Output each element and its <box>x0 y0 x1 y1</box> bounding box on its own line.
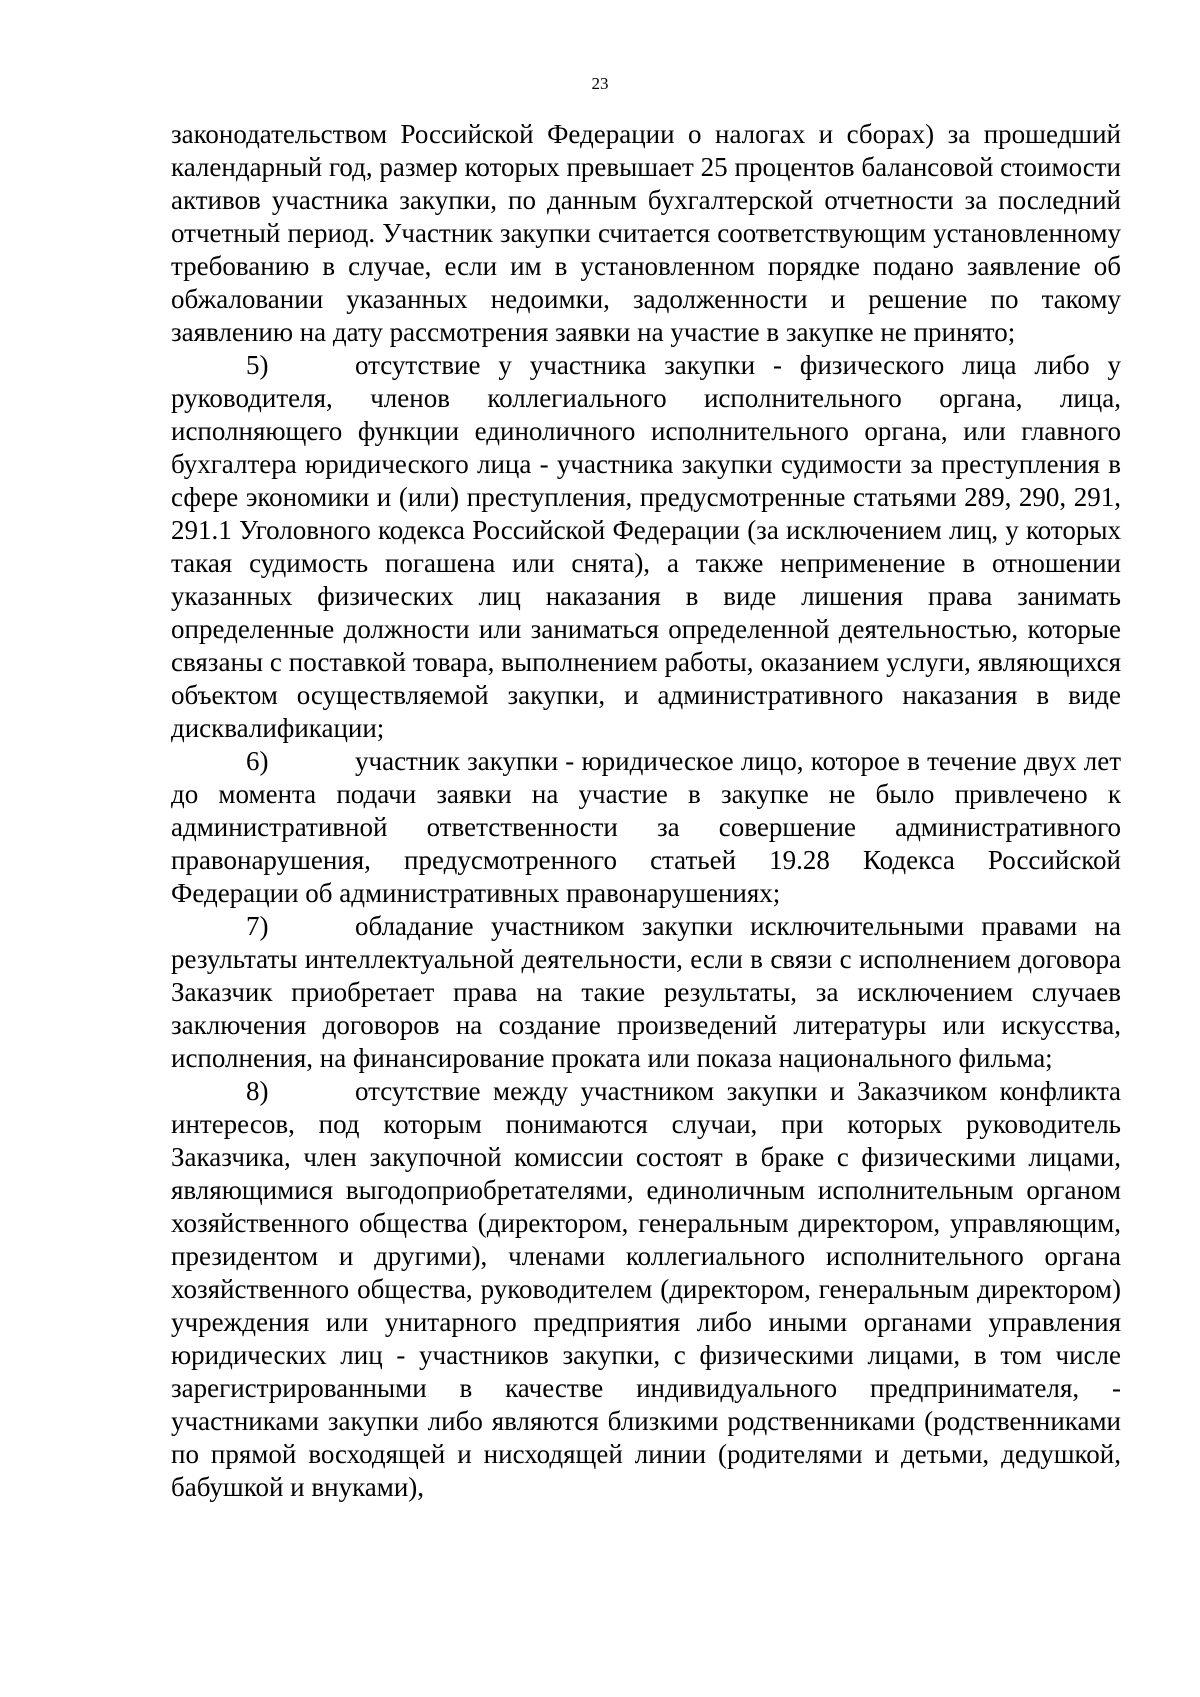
list-item-number: 8) <box>246 1076 269 1106</box>
paragraph-continuation <box>171 118 1121 349</box>
list-item-number: 7) <box>246 911 269 941</box>
page-number: 23 <box>591 74 609 93</box>
list-item-number: 5) <box>246 350 269 380</box>
document-body <box>171 118 1121 1504</box>
list-item-text: отсутствие у участника закупки - физического лица либо у руководителя, членов коллегиального исполнительного органа, лица, исполняющего функции единоличного исполнительного органа, или главного бухгалтера юридического лица - участника закупки судимости за преступления в сфере экономики и (или) преступления, предусмотренные статьями 289, 290, 291, 291.1 Уголовного кодекса Российской Федерации (за исключением лиц, у которых такая судимость погашена или снята), а также неприменение в отношении указанных физических лиц наказания в виде лишения права занимать определенные должности или заниматься определенной деятельностью, которые связаны с поставкой товара, выполнением работы, оказанием услуги, являющихся объектом осуществляемой закупки, и административного наказания в виде дисквалификации; <box>171 350 1121 743</box>
list-item-5 <box>171 349 1121 745</box>
list-item-text: обладание участником закупки исключительными правами на результаты интеллектуальной деятельности, если в связи с исполнением договора Заказчик приобретает права на такие результаты, за исключением случаев заключения договоров на создание произведений литературы или искусства, исполнения, на финансирование проката или показа национального фильма; <box>171 911 1121 1073</box>
list-item-8 <box>171 1075 1121 1504</box>
list-item-6 <box>171 745 1121 910</box>
list-item-number: 6) <box>246 746 269 776</box>
list-item-text: отсутствие между участником закупки и Заказчиком конфликта интересов, под которым понимаются случаи, при которых руководитель Заказчика, член закупочной комиссии состоят в браке с физическими лицами, являющимися выгодоприобретателями, единоличным исполнительным органом хозяйственного общества (директором, генеральным директором, управляющим, президентом и другими), членами коллегиального исполнительного органа хозяйственного общества, руководителем (директором, генеральным директором) учреждения или унитарного предприятия либо иными органами управления юридических лиц - участников закупки, с физическими лицами, в том числе зарегистрированными в качестве индивидуального предпринимателя, - участниками закупки либо являются близкими родственниками (родственниками по прямой восходящей и нисходящей линии (родителями и детьми, дедушкой, бабушкой и внуками), <box>171 1076 1121 1502</box>
list-item-7 <box>171 910 1121 1075</box>
paragraph-text: законодательством Российской Федерации о налогах и сборах) за прошедший календарный год, размер которых превышает 25 процентов балансовой стоимости активов участника закупки, по данным бухгалтерской отчетности за последний отчетный период. Участник закупки считается соответствующим установленному требованию в случае, если им в установленном порядке подано заявление об обжаловании указанных недоимки, задолженности и решение по такому заявлению на дату рассмотрения заявки на участие в закупке не принято; <box>171 119 1121 347</box>
list-item-text: участник закупки - юридическое лицо, которое в течение двух лет до момента подачи заявки на участие в закупке не было привлечено к административной ответственности за совершение административного правонарушения, предусмотренного статьей 19.28 Кодекса Российской Федерации об административных правонарушениях; <box>171 746 1121 908</box>
